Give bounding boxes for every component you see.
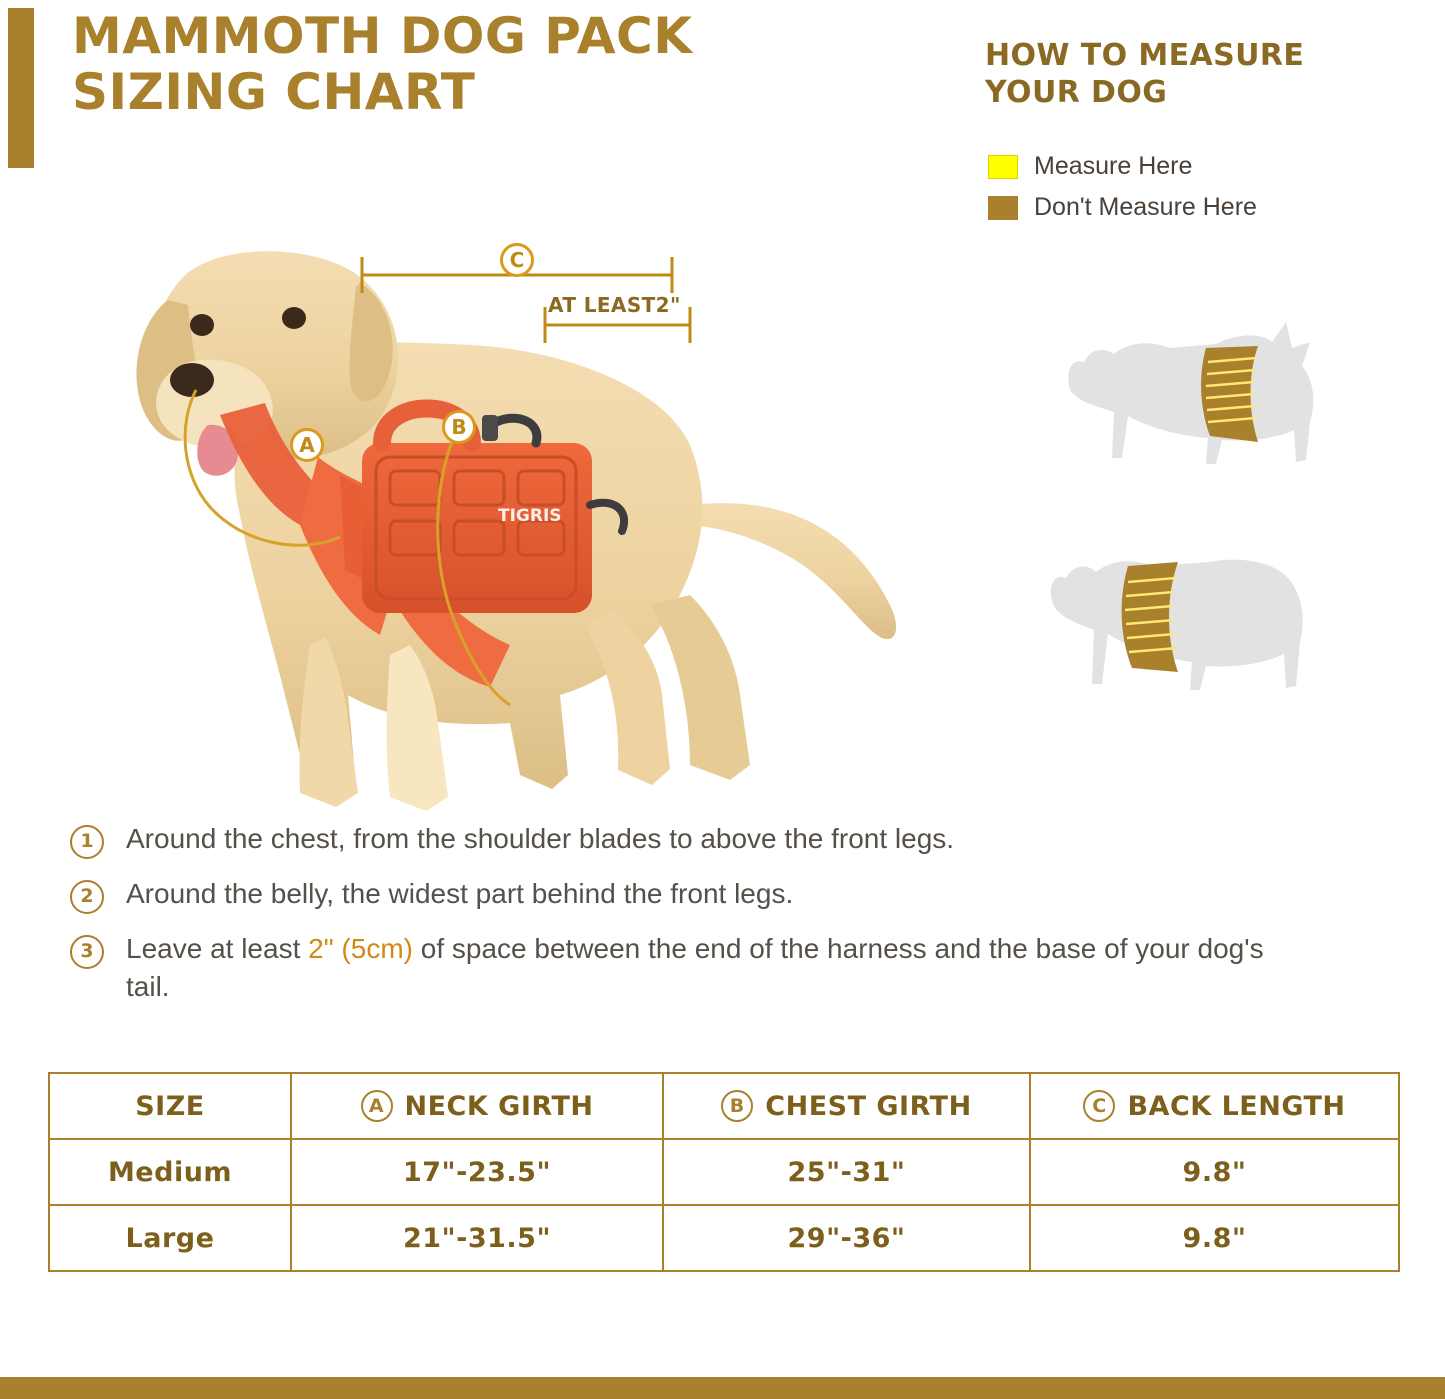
table-header-chest-girth — [663, 1073, 1030, 1139]
table-header-badge-a: A — [361, 1090, 393, 1122]
measurement-silhouettes — [1010, 270, 1410, 790]
footer-accent-bar — [0, 1377, 1445, 1399]
instruction-text-3-pre: Leave at least — [126, 933, 309, 964]
page-title-line-1: MAMMOTH DOG PACK — [72, 7, 693, 65]
instruction-text-3-highlight: 2" (5cm) — [308, 933, 413, 964]
table-header-neck-label: NECK GIRTH — [404, 1090, 594, 1122]
dimension-label-at-least-2in: AT LEAST2" — [548, 293, 681, 317]
instruction-text-3-post: of space between the end of the harness and the base of your dog's tail. — [126, 933, 1264, 1002]
dog-photo — [90, 175, 930, 825]
legend-swatch-dont-measure-here — [988, 196, 1018, 220]
legend-label-measure-here: Measure Here — [1034, 152, 1193, 180]
table-header-chest-label: CHEST GIRTH — [765, 1090, 972, 1122]
svg-text:TIGRIS: TIGRIS — [498, 506, 562, 526]
row-medium-neck: 17"-23.5" — [291, 1139, 663, 1205]
page-title-line-2: SIZING CHART — [72, 63, 476, 121]
callout-badge-a: A — [290, 428, 324, 462]
table-header-row — [49, 1073, 1399, 1139]
instruction-number-1: 1 — [70, 825, 104, 859]
row-large-back: 9.8" — [1030, 1205, 1399, 1271]
callout-badge-c: C — [500, 243, 534, 277]
instruction-item-3 — [70, 930, 1370, 1006]
table-header-size — [49, 1073, 291, 1139]
instructions-list — [70, 820, 1370, 1022]
row-large-neck: 21"-31.5" — [291, 1205, 663, 1271]
legend-item-dont-measure-here — [988, 193, 1408, 222]
row-medium-size: Medium — [49, 1139, 291, 1205]
row-large-size: Large — [49, 1205, 291, 1271]
silhouette-svg — [1010, 270, 1410, 790]
title-accent-bar — [8, 8, 34, 168]
table-header-badge-c: C — [1083, 1090, 1115, 1122]
row-medium-chest: 25"-31" — [663, 1139, 1030, 1205]
row-medium-back: 9.8" — [1030, 1139, 1399, 1205]
silhouette-chest — [1051, 560, 1303, 690]
how-to-measure-line-2: YOUR DOG — [985, 74, 1168, 110]
table-header-back-length — [1030, 1073, 1399, 1139]
size-table — [48, 1072, 1400, 1272]
how-to-measure-heading — [985, 38, 1405, 111]
table-header-badge-b: B — [721, 1090, 753, 1122]
table-row — [49, 1205, 1399, 1271]
instruction-text-3 — [126, 930, 1306, 1006]
silhouette-neck — [1068, 322, 1313, 464]
legend-swatch-measure-here — [988, 155, 1018, 179]
table-header-neck-girth — [291, 1073, 663, 1139]
instruction-item-1 — [70, 820, 1370, 859]
legend-label-dont-measure-here: Don't Measure Here — [1034, 193, 1257, 221]
legend — [988, 152, 1408, 234]
legend-item-measure-here — [988, 152, 1408, 181]
instruction-number-3: 3 — [70, 935, 104, 969]
instruction-item-2 — [70, 875, 1370, 914]
callout-badge-b: B — [442, 410, 476, 444]
instruction-text-1: Around the chest, from the shoulder blades to above the front legs. — [126, 823, 955, 854]
page-title — [72, 8, 772, 120]
table-row — [49, 1139, 1399, 1205]
how-to-measure-line-1: HOW TO MEASURE — [985, 38, 1305, 73]
instruction-text-2: Around the belly, the widest part behind the front legs. — [126, 878, 794, 909]
instruction-number-2: 2 — [70, 880, 104, 914]
row-large-chest: 29"-36" — [663, 1205, 1030, 1271]
table-header-back-label: BACK LENGTH — [1127, 1090, 1346, 1122]
table-header-size-label: SIZE — [135, 1090, 205, 1122]
